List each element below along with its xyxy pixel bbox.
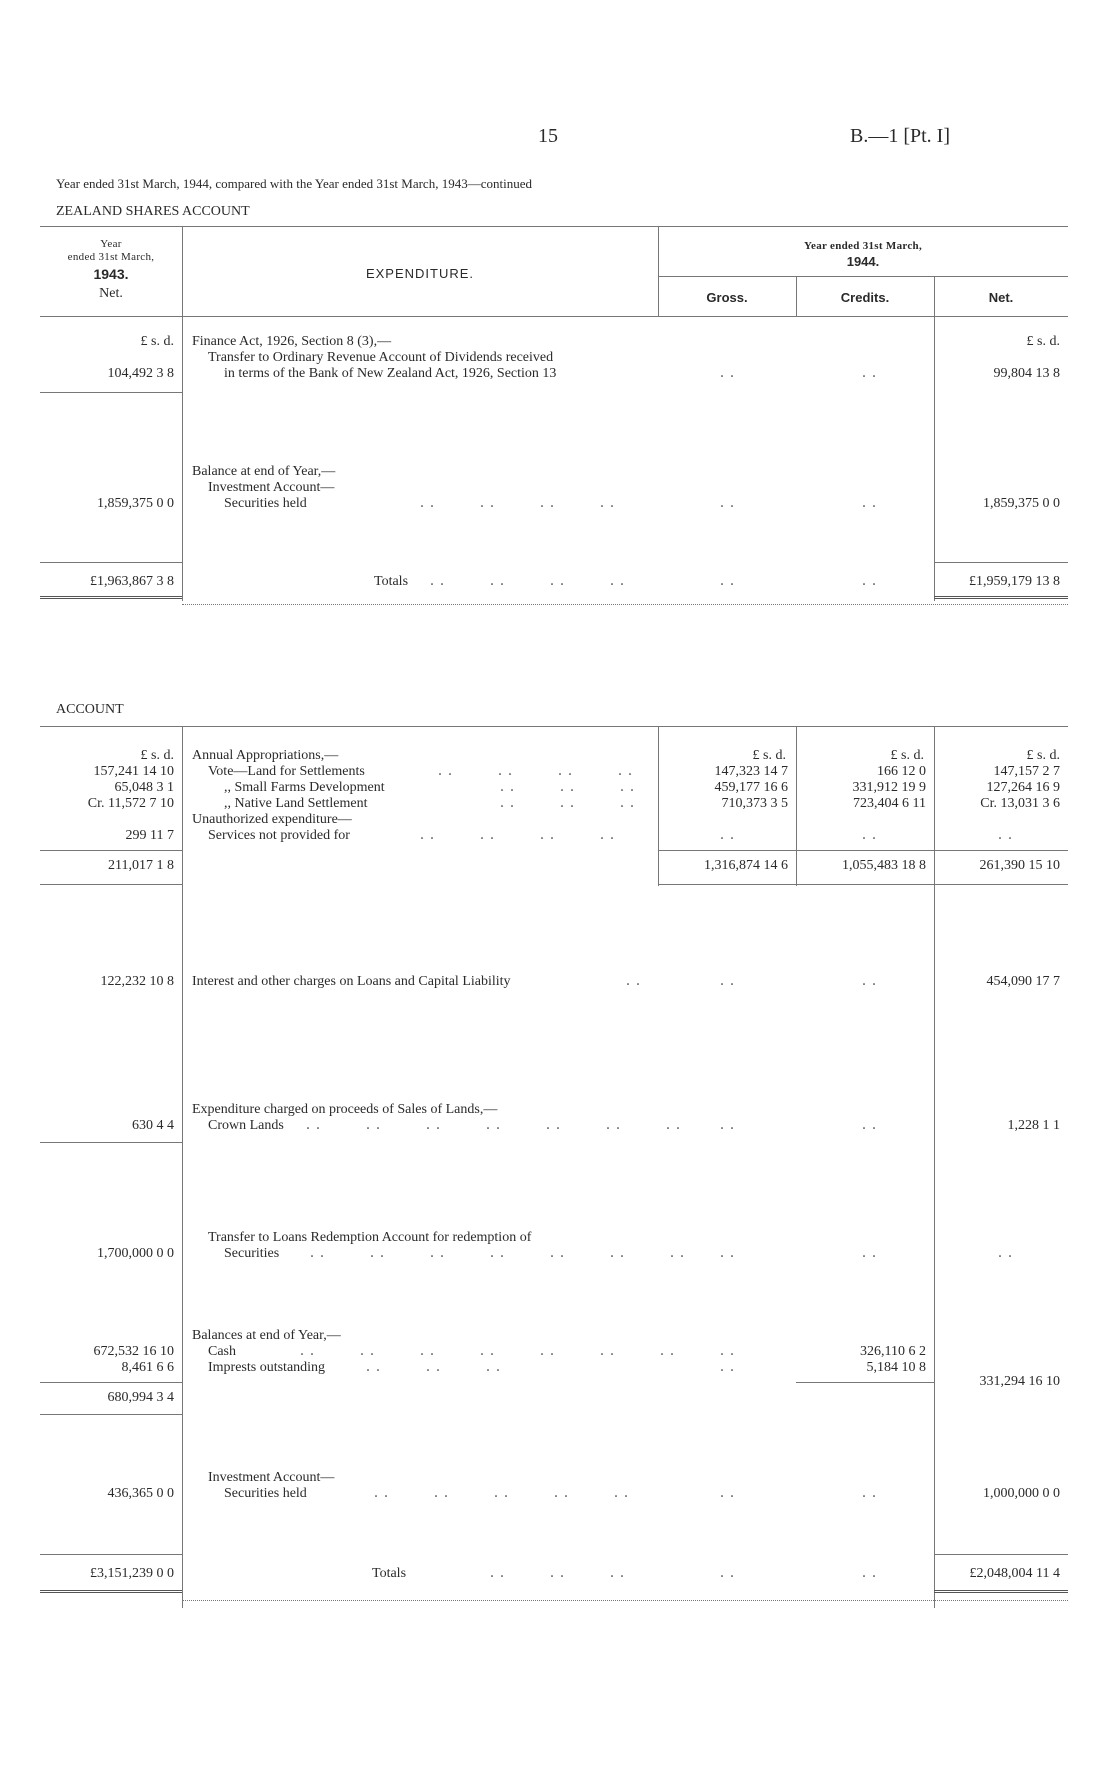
prev-value: 630 4 4 bbox=[132, 1118, 174, 1133]
row-label: Balances at end of Year,— bbox=[192, 1328, 341, 1343]
unit-prev: £ s. d. bbox=[140, 334, 174, 349]
row-label: Services not provided for bbox=[208, 828, 350, 843]
net-subtotal: 261,390 15 10 bbox=[979, 858, 1060, 873]
document-reference: B.—1 [Pt. I] bbox=[850, 125, 950, 147]
unit-gross: £ s. d. bbox=[752, 748, 786, 763]
net-value: 147,157 2 7 bbox=[993, 764, 1060, 779]
section-title: ACCOUNT bbox=[56, 702, 124, 717]
net-value: 454,090 17 7 bbox=[986, 974, 1060, 989]
prev-value: Cr. 11,572 7 10 bbox=[87, 796, 174, 811]
prev-value: 1,859,375 0 0 bbox=[97, 496, 174, 511]
credits-subtotal: 1,055,483 18 8 bbox=[842, 858, 926, 873]
prev-value: 122,232 10 8 bbox=[100, 974, 174, 989]
net-value: 1,000,000 0 0 bbox=[983, 1486, 1060, 1501]
row-label: Imprests outstanding bbox=[208, 1360, 326, 1375]
col-current-year: 1944. bbox=[846, 254, 880, 269]
row-label: Annual Appropriations,— bbox=[192, 748, 339, 763]
row-label: Interest and other charges on Loans and Capital Liability bbox=[192, 974, 511, 989]
gross-subtotal: 1,316,874 14 6 bbox=[704, 858, 788, 873]
row-label: Cash bbox=[208, 1344, 236, 1359]
col-prev-year: 1943. bbox=[93, 266, 129, 282]
table-subtitle: Year ended 31st March, 1944, compared with the Year ended 31st March, 1943—continued bbox=[56, 176, 532, 191]
unit-net: £ s. d. bbox=[1026, 748, 1060, 763]
prev-value: 1,700,000 0 0 bbox=[97, 1246, 174, 1261]
gross-value: 147,323 14 7 bbox=[714, 764, 788, 779]
prev-value: 104,492 3 8 bbox=[107, 366, 174, 381]
row-label: Transfer to Loans Redemption Account for redemption of bbox=[208, 1230, 532, 1245]
row-label: Finance Act, 1926, Section 8 (3),— bbox=[192, 334, 392, 349]
totals-prev: £3,151,239 0 0 bbox=[90, 1566, 174, 1581]
row-label: Crown Lands bbox=[208, 1118, 284, 1133]
unit-prev: £ s. d. bbox=[140, 748, 174, 763]
net-value: Cr. 13,031 3 6 bbox=[980, 796, 1060, 811]
prev-value: 8,461 6 6 bbox=[121, 1360, 174, 1375]
row-label: Unauthorized expenditure— bbox=[192, 812, 352, 827]
col-current-label: Year ended 31st March, bbox=[803, 240, 923, 252]
gross-value: 710,373 3 5 bbox=[721, 796, 788, 811]
page-number: 15 bbox=[538, 125, 558, 147]
credits-value: 166 12 0 bbox=[877, 764, 926, 779]
row-label: Expenditure charged on proceeds of Sales of Lands,— bbox=[192, 1102, 498, 1117]
prev-value: 157,241 14 10 bbox=[93, 764, 174, 779]
gross-value: 459,177 16 6 bbox=[714, 780, 788, 795]
totals-net: £1,959,179 13 8 bbox=[969, 574, 1060, 589]
net-value: 331,294 16 10 bbox=[979, 1374, 1060, 1389]
col-credits: Credits. bbox=[840, 290, 890, 305]
net-value: 99,804 13 8 bbox=[993, 366, 1060, 381]
col-prev-label: Year bbox=[100, 238, 122, 250]
net-value: 127,264 16 9 bbox=[986, 780, 1060, 795]
row-label: ,, Native Land Settlement bbox=[224, 796, 368, 811]
prev-subtotal: 211,017 1 8 bbox=[108, 858, 174, 873]
col-prev-label-2: ended 31st March, bbox=[67, 251, 155, 263]
prev-subtotal: 680,994 3 4 bbox=[107, 1390, 174, 1405]
col-prev-net: Net. bbox=[99, 286, 123, 301]
unit-net: £ s. d. bbox=[1026, 334, 1060, 349]
prev-value: 65,048 3 1 bbox=[114, 780, 174, 795]
totals-label: Totals bbox=[374, 574, 409, 589]
row-label: Securities bbox=[224, 1246, 280, 1261]
row-label: Investment Account— bbox=[208, 1470, 335, 1485]
col-net: Net. bbox=[988, 290, 1014, 305]
totals-prev: £1,963,867 3 8 bbox=[90, 574, 174, 589]
net-value: 1,228 1 1 bbox=[1007, 1118, 1060, 1133]
col-gross: Gross. bbox=[706, 290, 748, 305]
row-label: Vote—Land for Settlements bbox=[208, 764, 365, 779]
totals-net: £2,048,004 11 4 bbox=[969, 1566, 1060, 1581]
row-label: Transfer to Ordinary Revenue Account of Dividends received bbox=[208, 350, 554, 365]
prev-value: 436,365 0 0 bbox=[107, 1486, 174, 1501]
prev-value: 672,532 16 10 bbox=[93, 1344, 174, 1359]
credits-value: 331,912 19 9 bbox=[852, 780, 926, 795]
row-label: Securities held bbox=[224, 1486, 307, 1501]
prev-value: 299 11 7 bbox=[125, 828, 174, 843]
row-label: ,, Small Farms Development bbox=[224, 780, 385, 795]
row-label: Investment Account— bbox=[208, 480, 335, 495]
credits-value: 5,184 10 8 bbox=[866, 1360, 926, 1375]
net-value: 1,859,375 0 0 bbox=[983, 496, 1060, 511]
credits-value: 326,110 6 2 bbox=[860, 1344, 926, 1359]
col-expenditure: EXPENDITURE. bbox=[365, 266, 475, 281]
row-label: Securities held bbox=[224, 496, 307, 511]
credits-value: 723,404 6 11 bbox=[853, 796, 926, 811]
totals-label: Totals bbox=[372, 1566, 407, 1581]
section-title: ZEALAND SHARES ACCOUNT bbox=[56, 204, 250, 219]
row-label: Balance at end of Year,— bbox=[192, 464, 336, 479]
unit-credits: £ s. d. bbox=[890, 748, 924, 763]
row-label: in terms of the Bank of New Zealand Act, 1926, Section 13 bbox=[224, 366, 557, 381]
